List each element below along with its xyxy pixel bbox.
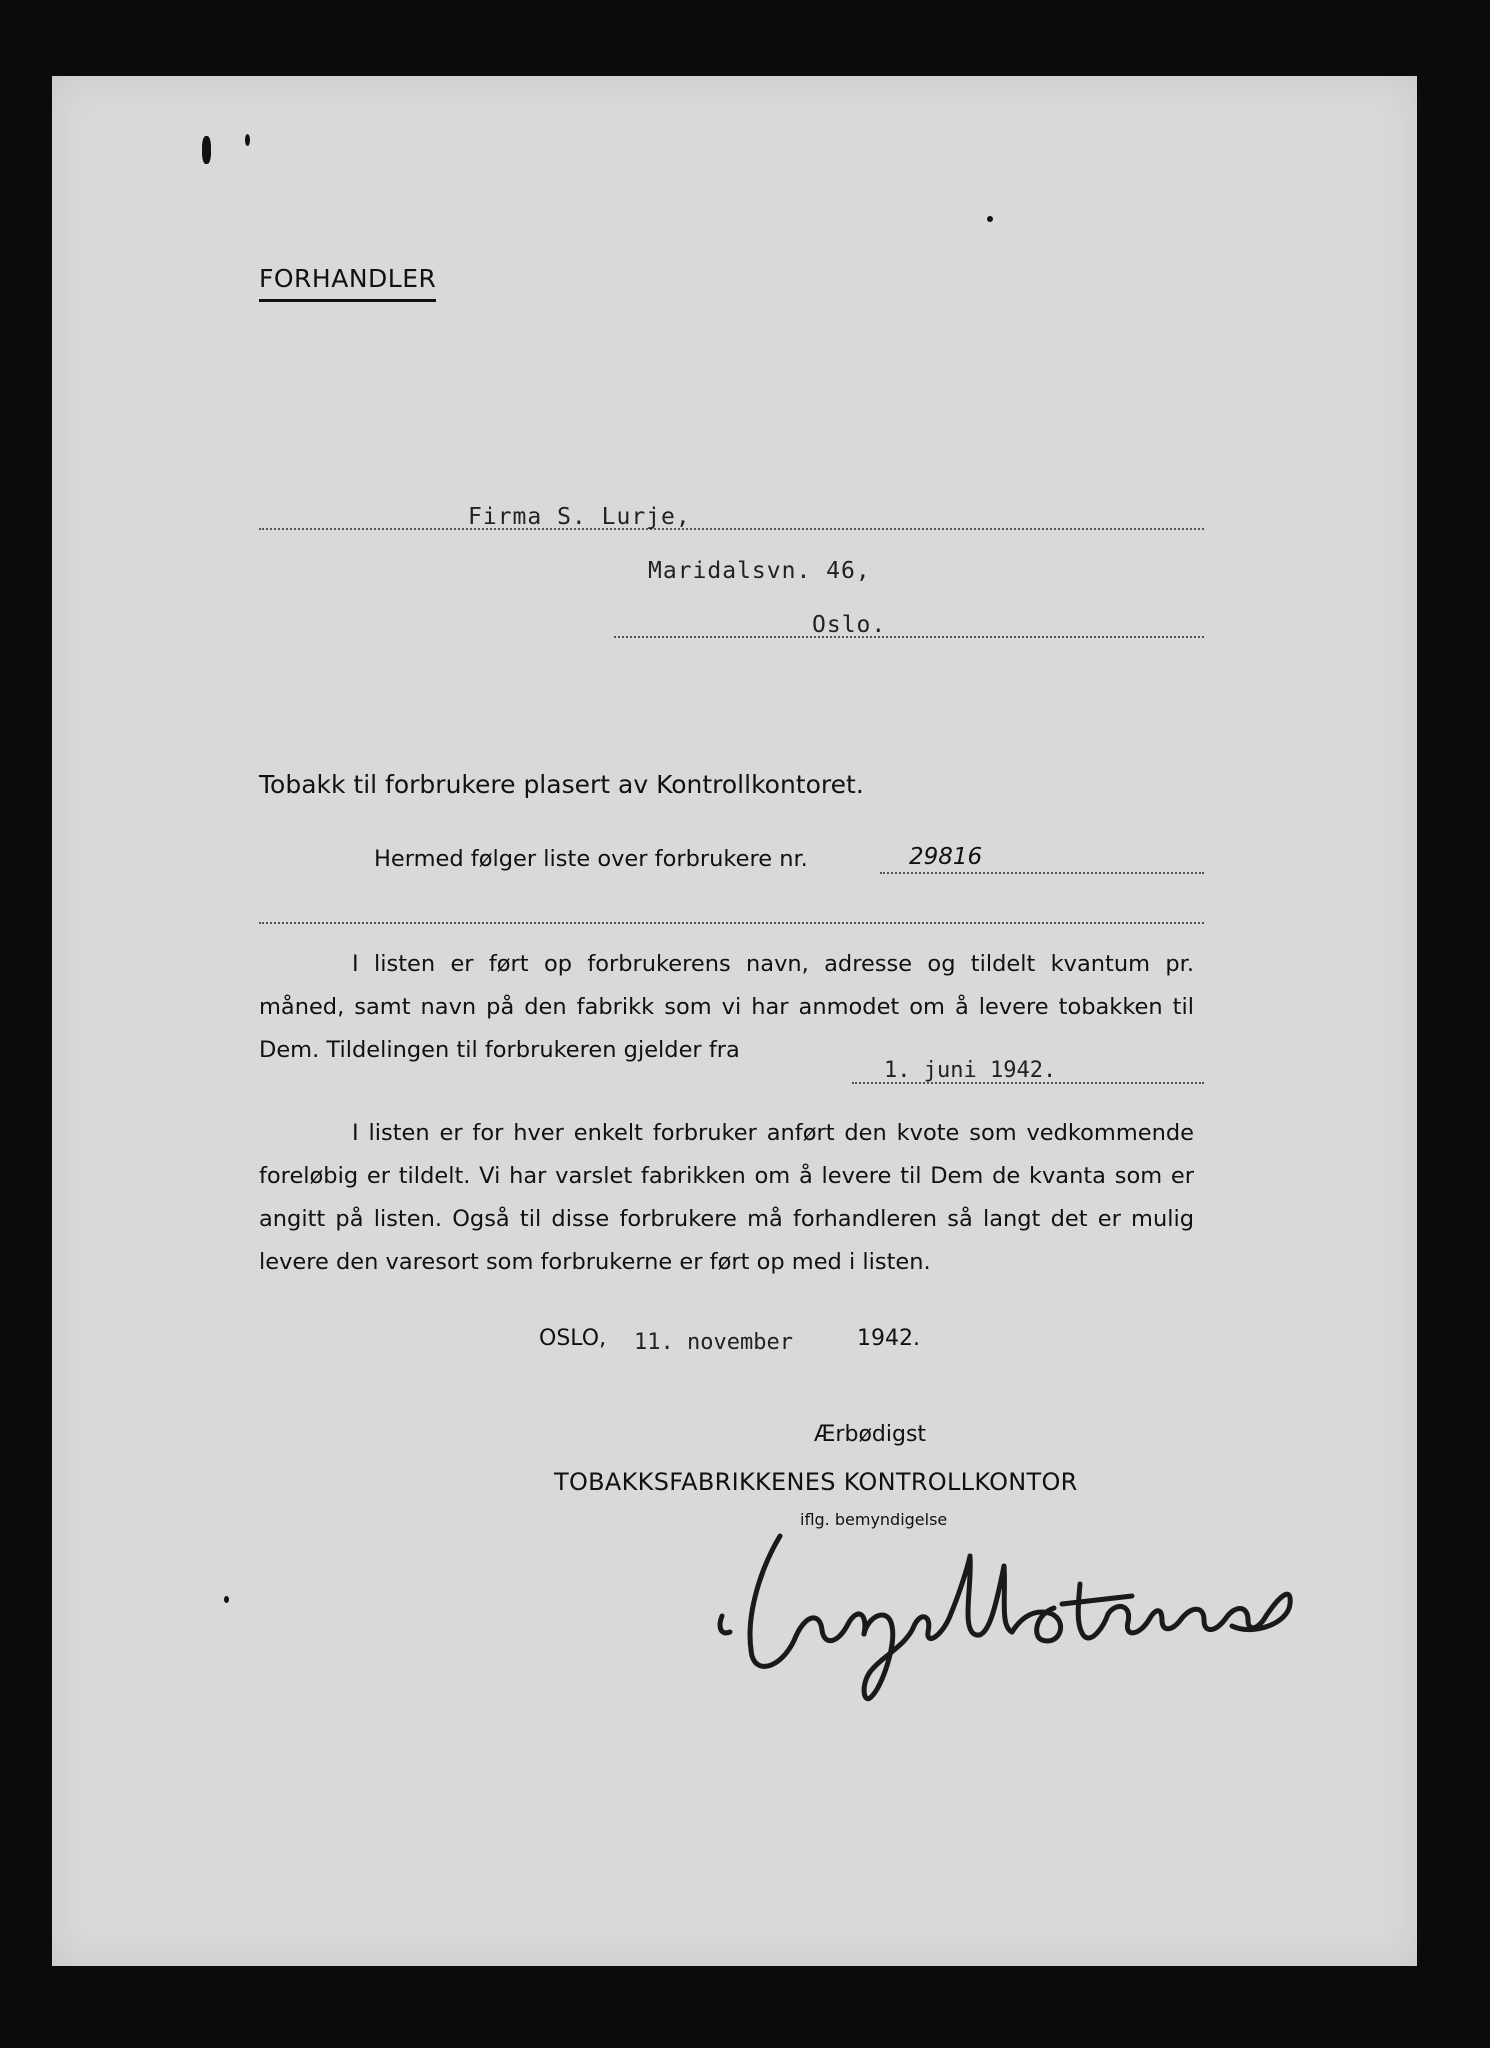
organization-name: TOBAKKSFABRIKKENES KONTROLLKONTOR bbox=[554, 1468, 1078, 1496]
blank-dotted-line bbox=[259, 922, 1204, 924]
ink-speck bbox=[224, 1596, 229, 1603]
document-page bbox=[52, 76, 1417, 1966]
paragraph-allocation-text: I listen er ført op forbrukerens navn, adresse og tildelt kvantum pr. måned, samt navn på den fabrikk som vi har anmodet om å levere tobakken til Dem. Tildelingen til forbrukeren gjelder fra bbox=[259, 951, 1194, 1063]
paragraph-quota-text: I listen er for hver enkelt forbruker anført den kvote som vedkommende foreløbig er tildelt. Vi har varslet fabrikken om å levere til Dem de kvanta som er angitt på listen. Også til disse forbrukere må forhandleren så langt det er mulig levere den varesort som forbrukerne er ført op med i listen. bbox=[259, 1120, 1194, 1275]
handwritten-signature-icon bbox=[692, 1496, 1372, 1716]
addressee-city: Oslo. bbox=[812, 612, 887, 638]
paragraph-quota bbox=[259, 1112, 1194, 1284]
list-line-label: Hermed følger liste over forbrukere nr. bbox=[374, 846, 808, 872]
addressee-street: Maridalsvn. 46, bbox=[648, 558, 871, 584]
dateline-year: 1942. bbox=[857, 1326, 920, 1351]
list-number-dotted-line bbox=[880, 872, 1204, 874]
closing-salutation: Ærbødigst bbox=[814, 1422, 927, 1447]
dateline-day-month: 11. november bbox=[634, 1330, 793, 1355]
ink-speck bbox=[202, 136, 211, 164]
city-dotted-line bbox=[614, 636, 1204, 638]
dealer-heading: FORHANDLER bbox=[259, 264, 436, 302]
paragraph-allocation bbox=[259, 943, 1194, 1072]
address-dotted-line bbox=[259, 528, 1204, 530]
consumer-list-number: 29816 bbox=[909, 844, 983, 870]
authority-note: iflg. bemyndigelse bbox=[800, 1510, 948, 1529]
allocation-start-date: 1. juni 1942. bbox=[884, 1058, 1057, 1083]
subject-line: Tobakk til forbrukere plasert av Kontrollkontoret. bbox=[259, 770, 864, 799]
ink-speck bbox=[245, 134, 250, 146]
addressee-firm: Firma S. Lurje, bbox=[468, 504, 691, 530]
ink-speck bbox=[987, 216, 993, 222]
dateline-place: OSLO, bbox=[539, 1326, 607, 1351]
